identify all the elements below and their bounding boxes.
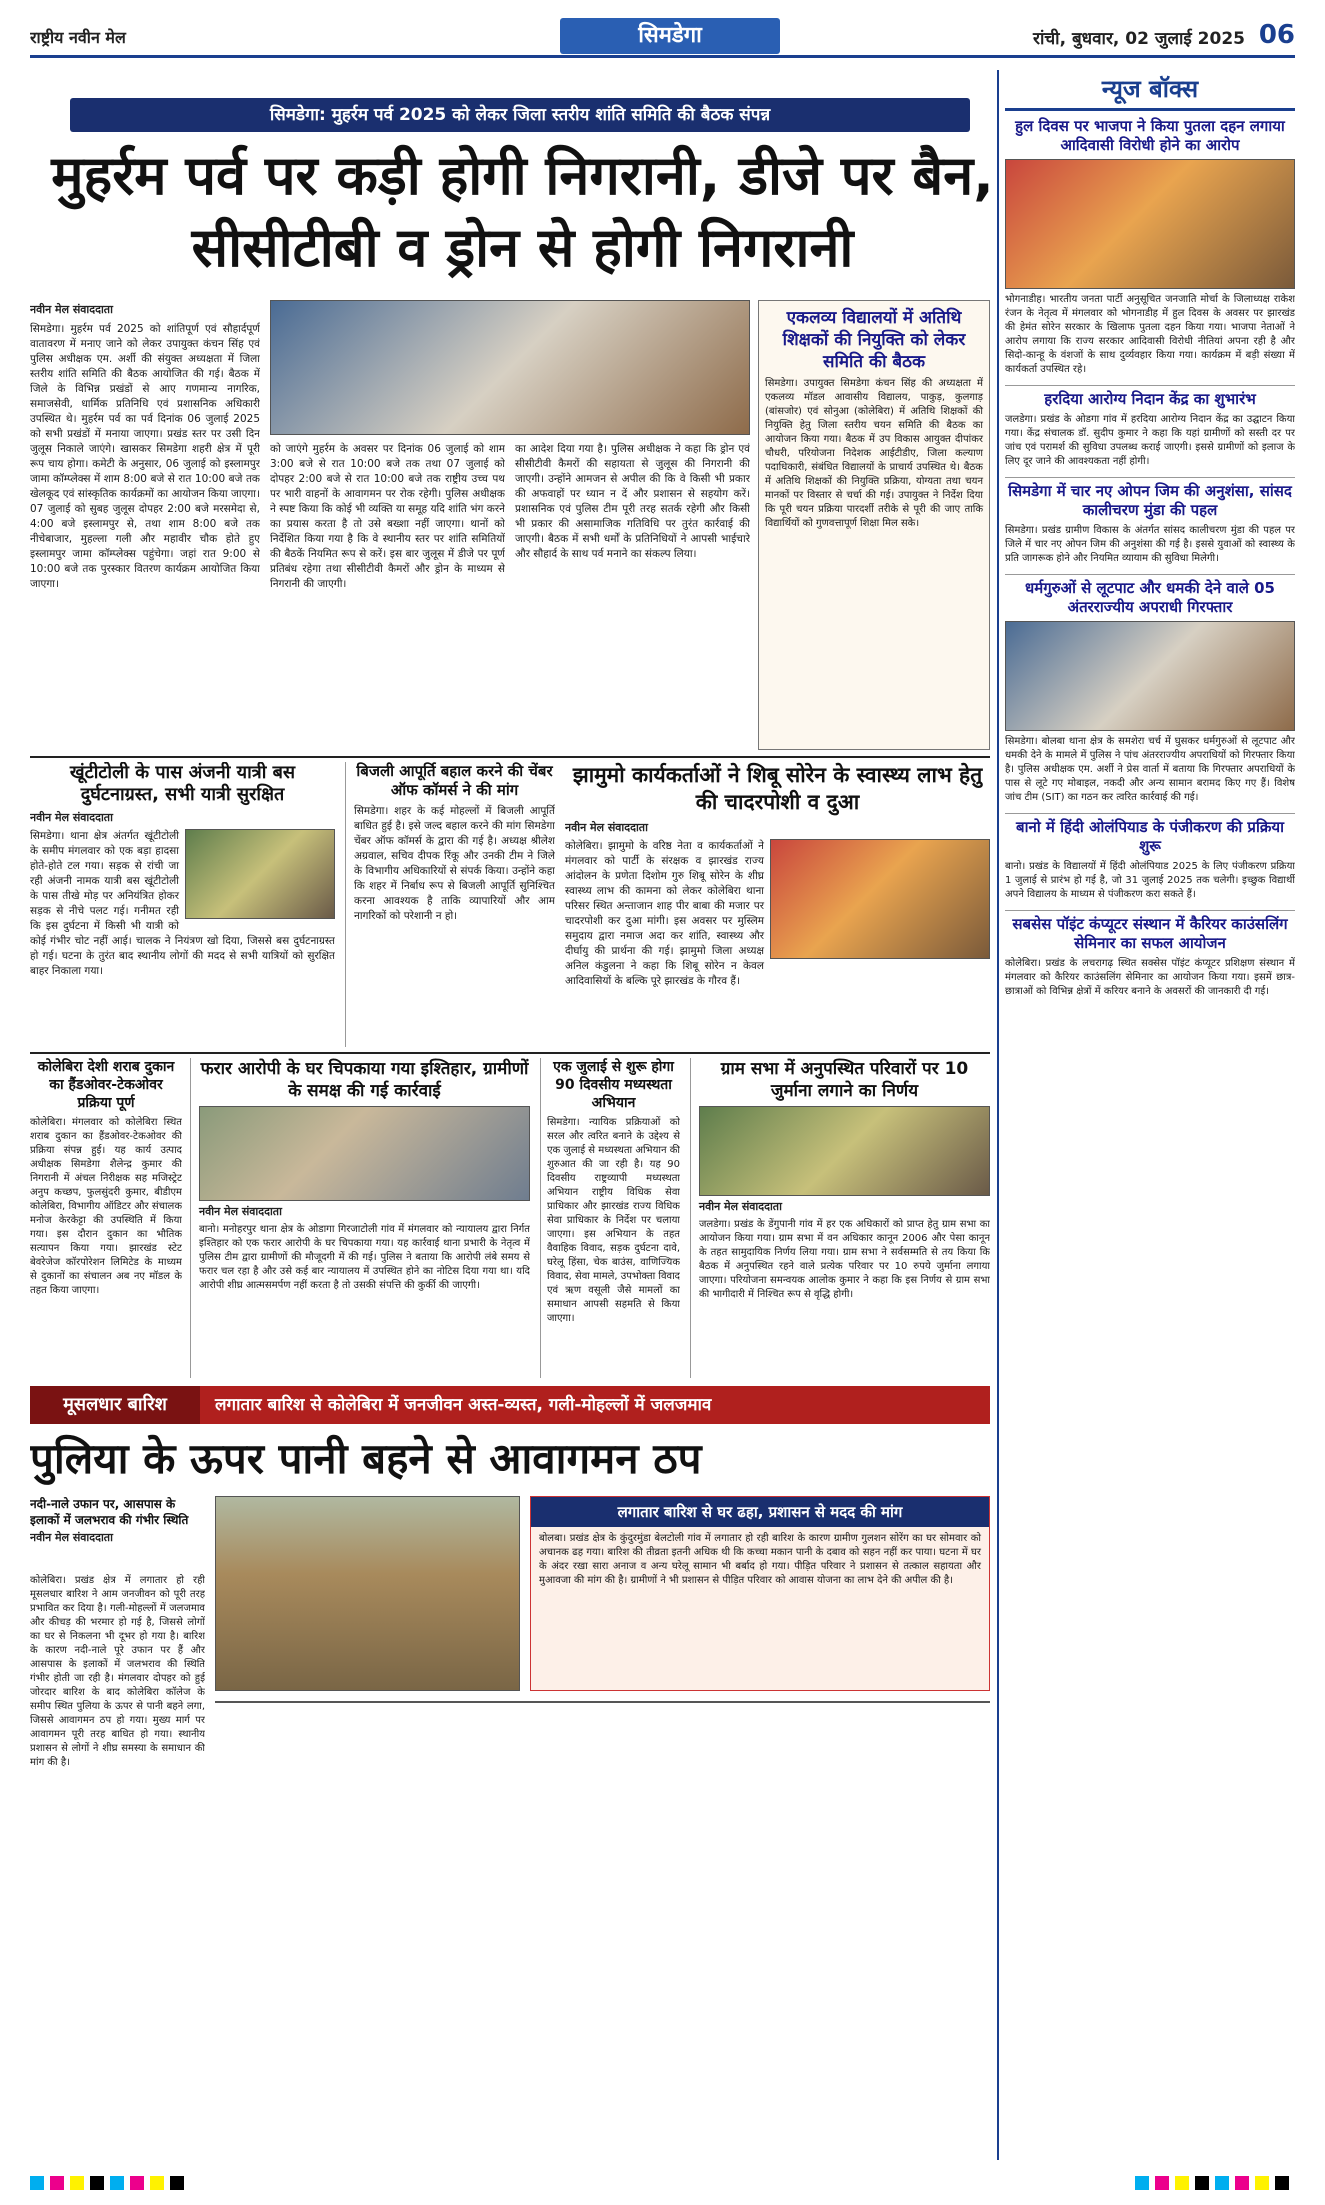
sidebar-body-5: बानो। प्रखंड के विद्यालयों में हिंदी ओलंपियाड 2025 के लिए पंजीकरण प्रक्रिया 1 जुलाई से प्रारंभ हो गई है, जो 31 जुलाई 2025 तक चलेगी। इच्छुक विद्यार्थी अपने विद्यालय के माध्यम से पंजीकरण करा सकते हैं।: [1005, 861, 1295, 900]
bus-headline: खूंटीटोली के पास अंजनी यात्री बस दुर्घटनाग्रस्त, सभी यात्री सुरक्षित: [69, 762, 296, 805]
color-swatch: [50, 2176, 64, 2190]
color-swatch: [130, 2176, 144, 2190]
flood-photo: [215, 1496, 520, 1691]
color-swatch: [1255, 2176, 1269, 2190]
farar-body: बानो। मनोहरपुर थाना क्षेत्र के ओडागा गिरजाटोली गांव में मंगलवार को न्यायालय द्वारा निर्गत इश्तिहार को एक फरार आरोपी के घर चिपकाया गया। यह कार्रवाई थाना प्रभारी के नेतृत्व में पुलिस टीम द्वारा ग्रामीणों की मौजूदगी में की गई। पुलिस ने बताया कि आरोपी लंबे समय से फरार चल रहा है और उसे कई बार न्यायालय में उपस्थित होने का नोटिस दिया गया था। यदि आरोपी शीघ्र आत्मसमर्पण नहीं करता है तो उसकी संपत्ति की कुर्की की जाएगी।: [199, 1224, 530, 1291]
eklavya-story: [758, 300, 990, 750]
sidebar: [1005, 70, 1295, 2160]
puliya-photo-2: [215, 1701, 990, 1703]
sidebar-head-4: धर्मगुरुओं से लूटपाट और धमकी देने वाले 05 अंतरराज्यीय अपराधी गिरफ्तार: [1025, 579, 1275, 616]
lead-col2: को जाएंगे मुहर्रम के अवसर पर दिनांक 06 जुलाई को शाम 3:00 बजे से रात 10:00 बजे तक तथा 07 जुलाई को दोपहर 2:00 बजे से रात 10:00 बजे तक राष्ट्रीय उच्च पथ पर भारी वाहनों के आवागमन पर रोक रहेगी। पुलिस अधीक्षक ने स्पष्ट किया कि कोई भी व्यक्ति या समूह यदि शांति भंग करने का प्रयास करता है तो उसे बख्शा नहीं जाएगा। थानों को निर्देशित किया गया है कि वे स्थानीय स्तर पर शांति समितियों की बैठकें नियमित रूप से करें। इस बार जुलूस में डीजे पर पूर्ण प्रतिबंध रहेगा तथा सीसीटीवी कैमरों और ड्रोन के माध्यम से निगरानी की जाएगी।: [270, 443, 505, 590]
swatch-row: [30, 2175, 190, 2192]
gramsabha-byline: नवीन मेल संवाददाता: [699, 1200, 782, 1213]
flood-tag: मूसलधार बारिश: [30, 1386, 200, 1424]
sidebar-head-3: सिमडेगा में चार नए ओपन जिम की अनुशंसा, सांसद कालीचरण मुंडा की पहल: [1008, 482, 1292, 519]
ghar-box: [530, 1496, 990, 1691]
sidebar-body-1: भोगनाडीह। भारतीय जनता पार्टी अनुसूचित जनजाति मोर्चा के जिलाध्यक्ष राकेश रंजन के नेतृत्व में मंगलवार को भोगनाडीह में हुल दिवस के अवसर पर झारखंड की हेमंत सोरेन सरकार के खिलाफ पुतला दहन किया गया। भाजपा नेताओं ने आरोप लगाया कि राज्य सरकार आदिवासी विरोधी नीतियां अपना रही है और सिदो-कान्हू के वंशजों के साथ दुर्व्यवहार किया गया। कार्यक्रम में बड़ी संख्या में कार्यकर्ता उपस्थित रहे।: [1005, 294, 1295, 375]
farar-photo: [199, 1106, 530, 1201]
puliya-headline: पुलिया के ऊपर पानी बहने से आवागमन ठप: [30, 1434, 702, 1483]
section-tab: सिमडेगा: [560, 18, 780, 54]
sharab-story: [30, 1058, 182, 1378]
gramsabha-photo: [699, 1106, 990, 1196]
flood-strip-text: लगातार बारिश से कोलेबिरा में जनजीवन अस्त-व्यस्त, गली-मोहल्लों में जलजमाव: [215, 1395, 712, 1415]
abhiyan-headline: एक जुलाई से शुरू होगा 90 दिवसीय मध्यस्थता अभियान: [553, 1059, 674, 1111]
bus-byline: नवीन मेल संवाददाता: [30, 811, 113, 824]
jmm-headline: झामुमो कार्यकर्ताओं ने शिबू सोरेन के स्वास्थ्य लाभ हेतु की चादरपोशी व दुआ: [572, 763, 983, 814]
sidebar-head-6: सबसेस पॉइंट कंप्यूटर संस्थान में कैरियर काउंसलिंग सेमिनार का सफल आयोजन: [1012, 915, 1288, 952]
banner-text: सिमडेगा: मुहर्रम पर्व 2025 को लेकर जिला स्तरीय शांति समिति की बैठक संपन्न: [269, 105, 771, 125]
ghar-body: बोलबा। प्रखंड क्षेत्र के कुंदुरमुंडा बेलटोली गांव में लगातार हो रही बारिश के कारण ग्रामीण गुलशन सोरेंग का घर सोमवार को अचानक ढह गया। बारिश की तीव्रता इतनी अधिक थी कि कच्चा मकान पानी के दबाव को सहन नहीं कर पाया। घटना में घर के अंदर रखा सारा अनाज व अन्य घरेलू सामान भी बर्बाद हो गया। पीड़ित परिवार ने प्रशासन से तत्काल सहायता और मुआवजा की मांग की है। ग्रामीणों ने भी प्रशासन से पीड़ित परिवार को आवास योजना का लाभ देने की अपील की है।: [539, 1533, 981, 1586]
jmm-photo: [770, 839, 990, 959]
flood-strip: [30, 1386, 990, 1424]
sidebar-item-4: [1005, 574, 1295, 805]
puliya-kicker: नदी-नाले उफान पर, आसपास के इलाकों में जलभराव की गंभीर स्थिति: [30, 1497, 189, 1527]
color-swatch: [1135, 2176, 1149, 2190]
bus-photo: [185, 829, 335, 919]
lead-headline: मुहर्रम पर्व पर कड़ी होगी निगरानी, डीजे पर बैन, सीसीटीबी व ड्रोन से होगी निगरानी: [51, 144, 994, 279]
sidebar-body-3: सिमडेगा। प्रखंड ग्रामीण विकास के अंतर्गत सांसद कालीचरण मुंडा की पहल पर जिले में चार नए ओपन जिम की अनुशंसा की गई है। इससे युवाओं को स्वास्थ्य के प्रति जागरूक होने और नियमित व्यायाम की सुविधा मिलेगी।: [1005, 525, 1295, 564]
swatch-row-right: [1135, 2175, 1295, 2192]
sidebar-item-1: [1005, 117, 1295, 377]
sidebar-body-2: जलडेगा। प्रखंड के ओडगा गांव में हरदिया आरोग्य निदान केंद्र का उद्घाटन किया गया। केंद्र संचालक डॉ. सुदीप कुमार ने कहा कि यहां ग्रामीणों को सस्ती दर पर जांच एवं परामर्श की सुविधा उपलब्ध कराई जाएगी। इससे ग्रामीणों को इलाज के लिए दूर जाने की आवश्यकता नहीं होगी।: [1005, 414, 1295, 467]
color-registration-strip: [30, 2172, 1295, 2192]
sidebar-body-4: सिमडेगा। बोलबा थाना क्षेत्र के समशेरा चर्च में घुसकर धर्मगुरुओं से लूटपाट और धमकी देने के मामले में पुलिस ने पांच अंतरराज्यीय अपराधियों को गिरफ्तार किया है। पुलिस अधीक्षक एम. अर्शी ने प्रेस वार्ता में बताया कि गिरफ्तार अपराधियों के पास से लूटे गए मोबाइल, नकदी और अन्य सामान बरामद किए गए हैं। विशेष जांच टीम (SIT) का गठन कर त्वरित कार्रवाई की गई।: [1005, 736, 1295, 803]
jmm-story: [565, 762, 990, 1047]
bus-story: [30, 762, 335, 1047]
eklavya-headline: एकलव्य विद्यालयों में अतिथि शिक्षकों की नियुक्ति को लेकर समिति की बैठक: [782, 308, 966, 372]
bus-body: सिमडेगा। थाना क्षेत्र अंतर्गत खूंटीटोली के समीप मंगलवार को एक बड़ा हादसा होते-होते टल गया। सड़क से रांची जा रही अंजनी नामक यात्री बस खूंटीटोली के पास तीखे मोड़ पर अनियंत्रित होकर सड़क से नीचे पलट गई। गनीमत रही कि इस दुर्घटना में किसी भी यात्री को कोई गंभीर चोट नहीं आई। चालक ने नियंत्रण खो दिया, जिससे बस दुर्घटनाग्रस्त हो गई। घटना के तुरंत बाद स्थानीय लोगों की मदद से सभी यात्रियों को सुरक्षित बाहर निकाला गया।: [30, 830, 335, 977]
puliya-body: कोलेबिरा। प्रखंड क्षेत्र में लगातार हो रही मूसलधार बारिश ने आम जनजीवन को पूरी तरह प्रभावित कर दिया है। गली-मोहल्लों में जलजमाव और कीचड़ की भरमार हो गई है, जिससे लोगों का घर से निकलना भी दूभर हो गया है। बारिश के कारण नदी-नाले पूरे उफान पर हैं और आसपास के इलाकों में जलभराव की स्थिति गंभीर होती जा रही है। मंगलवार दोपहर को हुई जोरदार बारिश के बाद कोलेबिरा कॉलेज के समीप स्थित पुलिया के ऊपर से पानी बहने लगा, जिससे आवागमन ठप हो गया। मुख्य मार्ग पर आवागमन पूरी तरह बाधित हो गया। स्थानीय प्रशासन से लोगों ने शीघ्र समस्या के समाधान की मांग की है।: [30, 1575, 205, 1768]
eklavya-body: सिमडेगा। उपायुक्त सिमडेगा कंचन सिंह की अध्यक्षता में एकलव्य मॉडल आवासीय विद्यालय, पाकुड़, कुलगाड़ (बांसजोर) एवं सोनुआ (कोलेबिरा) में अतिथि शिक्षकों की नियुक्ति हेतु जिला स्तरीय चयन समिति की बैठक का आयोजन किया गया। बैठक में उप विकास आयुक्त दीपांकर चौधरी, परियोजना निदेशक आईटीडीए, जिला कल्याण पदाधिकारी, संबंधित विद्यालयों के प्राचार्य उपस्थित थे। बैठक में अतिथि शिक्षकों की नियुक्ति प्रक्रिया, योग्यता तथा चयन मानकों पर विस्तार से चर्चा की गई। उपायुक्त ने निर्देश दिया कि पूरी चयन प्रक्रिया पारदर्शी तरीके से पूरी की जाए ताकि विद्यार्थियों को गुणवत्तापूर्ण शिक्षा मिल सके।: [765, 378, 983, 529]
sidebar-body-6: कोलेबिरा। प्रखंड के लचरागढ़ स्थित सक्सेस पॉइंट कंप्यूटर प्रशिक्षण संस्थान में मंगलवार को कैरियर काउंसलिंग सेमिनार का आयोजन किया गया। इसमें छात्र-छात्राओं को विभिन्न क्षेत्रों में करियर बनाने के अवसरों की जानकारी दी गई।: [1005, 958, 1295, 997]
bijli-headline: बिजली आपूर्ति बहाल करने की चेंबर ऑफ कॉमर्स ने की मांग: [356, 762, 553, 799]
puliya-kicker-box: [30, 1496, 205, 1566]
farar-byline: नवीन मेल संवाददाता: [199, 1205, 282, 1218]
lead-col3: का आदेश दिया गया है। पुलिस अधीक्षक ने कहा कि ड्रोन एवं सीसीटीवी कैमरों की सहायता से जुलूस की निगरानी की जाएगी। उन्होंने आमजन से अपील की कि वे किसी भी प्रकार की अफवाहों पर ध्यान न दें और प्रशासन से सहयोग करें। प्रशासनिक एवं पुलिस टीम पूरी तरह सतर्क रहेगी और किसी भी प्रकार की असामाजिक गतिविधि पर तुरंत कार्रवाई की जाएगी। बैठक में सभी धर्मों के प्रतिनिधियों ने आपसी भाईचारे और सौहार्द के साथ पर्व मनाने का संकल्प लिया।: [515, 443, 750, 560]
sidebar-head-2: हरदिया आरोग्य निदान केंद्र का शुभारंभ: [1044, 390, 1256, 408]
color-swatch: [1235, 2176, 1249, 2190]
lead-story: [30, 300, 750, 750]
bijli-story: [345, 762, 555, 1047]
sharab-headline: कोलेबिरा देशी शराब दुकान का हैंडओवर-टेकओवर प्रक्रिया पूर्ण: [37, 1059, 175, 1111]
sidebar-title: न्यूज बॉक्स: [1005, 70, 1295, 111]
color-swatch: [30, 2176, 44, 2190]
color-swatch: [150, 2176, 164, 2190]
sidebar-item-2: [1005, 385, 1295, 469]
sidebar-item-3: [1005, 477, 1295, 566]
gramsabha-story: [690, 1058, 990, 1378]
masthead: [30, 18, 1295, 58]
abhiyan-body: सिमडेगा। न्यायिक प्रक्रियाओं को सरल और त्वरित बनाने के उद्देश्य से एक जुलाई से मध्यस्थता अभियान की शुरुआत की जा रही है। यह 90 दिवसीय राष्ट्रव्यापी मध्यस्थता अभियान राष्ट्रीय विधिक सेवा प्राधिकार और झारखंड राज्य विधिक सेवा प्राधिकार के निर्देश पर चलाया जाएगा। इस अभियान के तहत वैवाहिक विवाद, सड़क दुर्घटना दावे, घरेलू हिंसा, चेक बाउंस, वाणिज्यिक विवाद, सेवा मामले, उपभोक्ता विवाद एवं ऋण वसूली जैसे मामलों का समाधान आपसी सहमति से किया जाएगा।: [547, 1117, 680, 1324]
color-swatch: [170, 2176, 184, 2190]
color-swatch: [70, 2176, 84, 2190]
puliya-byline: नवीन मेल संवाददाता: [30, 1531, 113, 1544]
sidebar-item-5: [1005, 813, 1295, 902]
abhiyan-story: [540, 1058, 680, 1378]
sidebar-photo-1: [1005, 159, 1295, 289]
lead-byline: नवीन मेल संवाददाता: [30, 303, 113, 316]
color-swatch: [1215, 2176, 1229, 2190]
color-swatch: [1155, 2176, 1169, 2190]
color-swatch: [1275, 2176, 1289, 2190]
dateline: रांची, बुधवार, 02 जुलाई 2025: [1033, 29, 1245, 49]
sidebar-photo-4: [1005, 621, 1295, 731]
paper-name: राष्ट्रीय नवीन मेल: [30, 28, 126, 47]
sidebar-head-5: बानो में हिंदी ओलंपियाड के पंजीकरण की प्रक्रिया शुरू: [1016, 818, 1284, 855]
color-swatch: [110, 2176, 124, 2190]
sharab-body: कोलेबिरा। मंगलवार को कोलेबिरा स्थित शराब दुकान का हैंडओवर-टेकओवर की प्रक्रिया संपन्न हुई। यह कार्य उत्पाद अधीक्षक सिमडेगा शैलेन्द्र कुमार की निगरानी में अंचल निरीक्षक सह मजिस्ट्रेट अनुप कच्छप, फुलसुंदरी कुमार, बीडीएम कोलेबिरा, विभागीय ऑडिटर और संचालक मनोज केरकेट्टा की उपस्थिति में किया गया। इस दौरान दुकान का भौतिक सत्यापन किया गया। झारखंड स्टेट बेवरेजेज कॉरपोरेशन लिमिटेड के माध्यम से दुकानों का संचालन अब नए मॉडल के तहत किया जाएगा।: [30, 1117, 182, 1296]
page-number: 06: [1258, 20, 1295, 50]
farar-story: [190, 1058, 530, 1378]
jmm-byline: नवीन मेल संवाददाता: [565, 821, 648, 834]
jmm-body: कोलेबिरा। झामुमो के वरिष्ठ नेता व कार्यकर्ताओं ने मंगलवार को पार्टी के संरक्षक व झारखंड राज्य आंदोलन के प्रणेता दिशोम गुरु शिबू सोरेन के शीघ्र स्वास्थ्य लाभ की कामना को लेकर कोलेबिरा थाना परिसर स्थित अन्ताजान शाह पीर बाबा की मजार पर चादरपोशी कर दुआ मांगी। इस अवसर पर मुस्लिम समुदाय द्वारा नमाज अदा कर शांति, स्वास्थ्य और दीर्घायु की प्रार्थना की गई। झामुमो जिला अध्यक्ष अनिल कंडुलना ने कहा कि शिबू सोरेन न केवल आदिवासियों के बल्कि पूरे झारखंड के गौरव हैं।: [565, 840, 764, 987]
puliya-story: [30, 1496, 990, 2156]
farar-headline: फरार आरोपी के घर चिपकाया गया इश्तिहार, ग्रामीणों के समक्ष की गई कार्रवाई: [200, 1059, 529, 1101]
ghar-headline: लगातार बारिश से घर ढहा, प्रशासन से मदद की मांग: [531, 1497, 989, 1527]
lead-col1: सिमडेगा। मुहर्रम पर्व 2025 को शांतिपूर्ण एवं सौहार्दपूर्ण वातावरण में मनाए जाने को लेकर उपायुक्त कंचन सिंह एवं पुलिस अधीक्षक एम. अर्शी की संयुक्त अध्यक्षता में जिला स्तरीय शांति समिति की बैठक आयोजित की गई। बैठक में जिले के विभिन्न प्रखंडों से आए गणमान्य नागरिक, समाजसेवी, धार्मिक प्रतिनिधि एवं प्रशासनिक अधिकारी उपस्थित थे। मुहर्रम पर्व का पर्व दिनांक 06 जुलाई 2025 को सभी प्रखंडों में मनाया जाएगा। प्रखंड स्तर पर उसी दिन जुलूस निकाले जाएंगे। खासकर सिमडेगा शहरी क्षेत्र में पूरी रूप चाय होगा। कमेटी के अनुसार, 06 जुलाई को इस्लामपुर जामा कॉम्प्लेक्स में शाम 8:00 बजे से रात 10:00 बजे तक खेलकूद एवं सांस्कृतिक कार्यक्रमों का आयोजन किया जाएगा। 07 जुलाई को सुबह जुलूस दोपहर 2:00 बजे मरसमेदा से, 4:00 बजे इस्लामपुर से, तथा शाम 8:00 बजे तक नीचेबाजार, मुहल्ला गली और महावीर चौक होते हुए इस्लामपुर जामा कॉम्प्लेक्स पहुंचेगा। जहां रात 9:00 से 10:00 बजे तक पुरस्कार वितरण कार्यक्रम आयोजित किया जाएगा।: [30, 323, 260, 590]
color-swatch: [1175, 2176, 1189, 2190]
gramsabha-headline: ग्राम सभा में अनुपस्थित परिवारों पर 10 जुर्माना लगाने का निर्णय: [720, 1059, 969, 1101]
bijli-body: सिमडेगा। शहर के कई मोहल्लों में बिजली आपूर्ति बाधित हुई है। इसे जल्द बहाल करने की मांग सिमडेगा चेंबर ऑफ कॉमर्स के द्वारा की गई है। अध्यक्ष श्रीलेश अग्रवाल, सचिव दीपक रिंकू और उनकी टीम ने जिले के विभागीय अधिकारियों से संपर्क किया। उन्होंने कहा कि शहर में निर्बाध रूप से बिजली आपूर्ति सुनिश्चित करना आवश्यक है ताकि व्यापारियों और आम नागरिकों को परेशानी न हो।: [354, 805, 555, 922]
sidebar-head-1: हुल दिवस पर भाजपा ने किया पुतला दहन लगाया आदिवासी विरोधी होने का आरोप: [1015, 117, 1285, 154]
gramsabha-body: जलडेगा। प्रखंड के डेंगुपानी गांव में हर एक अधिकारों को प्राप्त हेतु ग्राम सभा का आयोजन किया गया। ग्राम सभा में वन अधिकार कानून 2006 और पेसा कानून के तहत सामुदायिक निर्णय लिया गया। ग्राम सभा ने सर्वसम्मति से तय किया कि बैठक में अनुपस्थित रहने वाले प्रत्येक परिवार पर 10 रुपये जुर्माना लगाया जाएगा। परियोजना समन्वयक आलोक कुमार ने कहा कि इस निर्णय से ग्राम सभा की भागीदारी में निश्चित रूप से वृद्धि होगी।: [699, 1219, 990, 1300]
color-swatch: [90, 2176, 104, 2190]
sidebar-item-6: [1005, 910, 1295, 999]
color-swatch: [1195, 2176, 1209, 2190]
banner: [70, 98, 970, 132]
meeting-photo: [270, 300, 750, 435]
